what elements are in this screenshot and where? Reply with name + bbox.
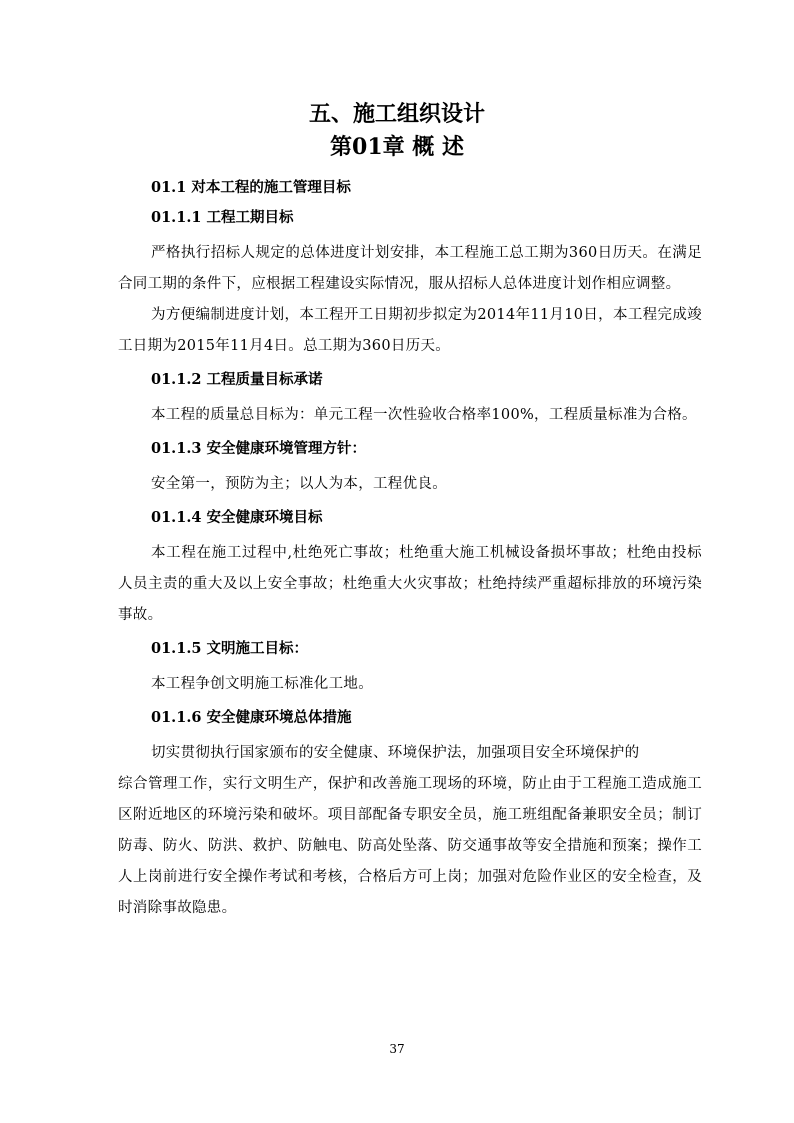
subsection-heading: 01.1.5 文明施工目标： [151, 640, 309, 657]
paragraph: 综合管理工作，实行文明生产，保护和改善施工现场的环境，防止由于工程施工造成施工区附近地区的环境污染和破坏。项目部配备专职安全员，施工班组配备兼职安全员；制订防毒、防火、防洪、救护、防触电、防高处坠落、防交通事故等安全措施和预案；操作工人上岗前进行安全操作考试和考核，合格后方可上岗；加强对危险作业区的安全检查，及时消除事故隐患。 [118, 776, 702, 916]
document-body [118, 170, 702, 924]
page-number: 37 [389, 1042, 405, 1056]
subsection-heading: 01.1.4 安全健康环境目标 [151, 509, 323, 526]
paragraph: 本工程在施工过程中,杜绝死亡事故；杜绝重大施工机械设备损坏事故；杜绝由投标人员主责的重大及以上安全事故；杜绝重大火灾事故；杜绝持续严重超标排放的环境污染事故。 [118, 545, 702, 623]
paragraph: 本工程争创文明施工标准化工地。 [151, 676, 373, 692]
subsection-heading: 01.1.6 安全健康环境总体措施 [151, 709, 352, 726]
subsection-heading: 01.1.1 工程工期目标 [151, 209, 294, 226]
chapter-title: 第01章 概 述 [330, 134, 464, 160]
subsection-heading: 01.1.3 安全健康环境管理方针： [151, 440, 366, 457]
section-heading: 01.1 对本工程的施工管理目标 [151, 179, 351, 196]
paragraph: 切实贯彻执行国家颁布的安全健康、环境保护法，加强项目安全环境保护的 [151, 745, 640, 761]
subsection-heading: 01.1.2 工程质量目标承诺 [151, 371, 323, 388]
paragraph: 严格执行招标人规定的总体进度计划安排，本工程施工总工期为360日历天。在满足合同工期的条件下，应根据工程建设实际情况，服从招标人总体进度计划作相应调整。 [118, 245, 702, 292]
paragraph: 本工程的质量总目标为：单元工程一次性验收合格率100%，工程质量标准为合格。 [151, 407, 697, 423]
paragraph: 安全第一，预防为主；以人为本，工程优良。 [151, 476, 447, 492]
paragraph: 为方便编制进度计划，本工程开工日期初步拟定为2014年11月10日，本工程完成竣工日期为2015年11月4日。总工期为360日历天。 [118, 307, 702, 354]
part-title: 五、施工组织设计 [308, 101, 485, 127]
